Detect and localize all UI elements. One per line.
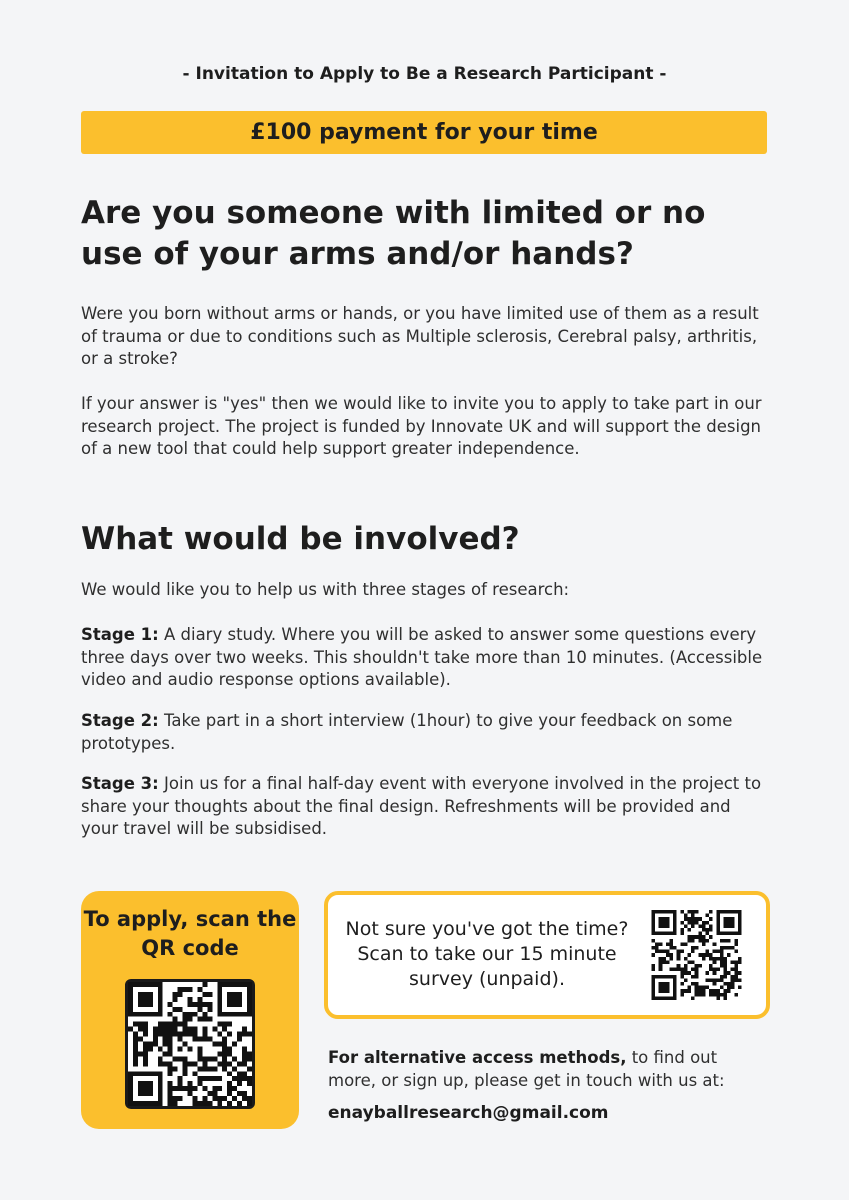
- contact-bold: For alternative access methods,: [328, 1048, 627, 1067]
- survey-box: [324, 891, 770, 1019]
- stage-3-label: Stage 3:: [81, 774, 159, 793]
- stage-2-text: Take part in a short interview (1hour) to give your feedback on some prototypes.: [81, 711, 733, 753]
- contact-rest: to find out more, or sign up, please get in touch with us at:: [328, 1048, 725, 1090]
- invitation-title: - Invitation to Apply to Be a Research Participant -: [182, 64, 667, 84]
- payment-banner: [81, 111, 767, 154]
- apply-box: [81, 891, 299, 1129]
- involved-heading: What would be involved?: [81, 521, 520, 557]
- stage-1: [81, 624, 771, 692]
- stage-3-text: Join us for a final half-day event with everyone involved in the project to share your thoughts about the final design. Refreshments will be provided and your travel will be subsidised.: [81, 774, 762, 838]
- stage-3: [81, 773, 771, 841]
- stage-1-label: Stage 1:: [81, 625, 159, 644]
- apply-title: To apply, scan the QR code: [83, 907, 297, 960]
- payment-text: £100 payment for your time: [250, 120, 598, 145]
- apply-qr-code[interactable]: [125, 979, 255, 1109]
- stage-1-text: A diary study. Where you will be asked to answer some questions every three days over two weeks. This shouldn't take more than 10 minutes. (Accessible video and audio response options available).: [81, 625, 763, 689]
- intro-paragraph-2: If your answer is "yes" then we would like to invite you to apply to take part in our research project. The project is funded by Innovate UK and will support the design of a new tool that could help support greater independence.: [81, 394, 762, 458]
- survey-qr-code[interactable]: [649, 910, 744, 1000]
- qr-code-icon: [128, 982, 252, 1106]
- intro-paragraph-1: Were you born without arms or hands, or you have limited use of them as a result of trauma or due to conditions such as Multiple sclerosis, Cerebral palsy, arthritis, or a stroke?: [81, 304, 759, 368]
- main-headline: Are you someone with limited or no use of your arms and/or hands?: [81, 195, 706, 272]
- involved-lead: We would like you to help us with three stages of research:: [81, 580, 570, 599]
- stage-2-label: Stage 2:: [81, 711, 159, 730]
- contact-info: [328, 1046, 768, 1092]
- stage-2: [81, 710, 771, 755]
- qr-code-icon: [649, 910, 744, 1000]
- contact-email[interactable]: enayballresearch@gmail.com: [328, 1103, 609, 1123]
- survey-text: Not sure you've got the time? Scan to take our 15 minute survey (unpaid).: [345, 918, 629, 990]
